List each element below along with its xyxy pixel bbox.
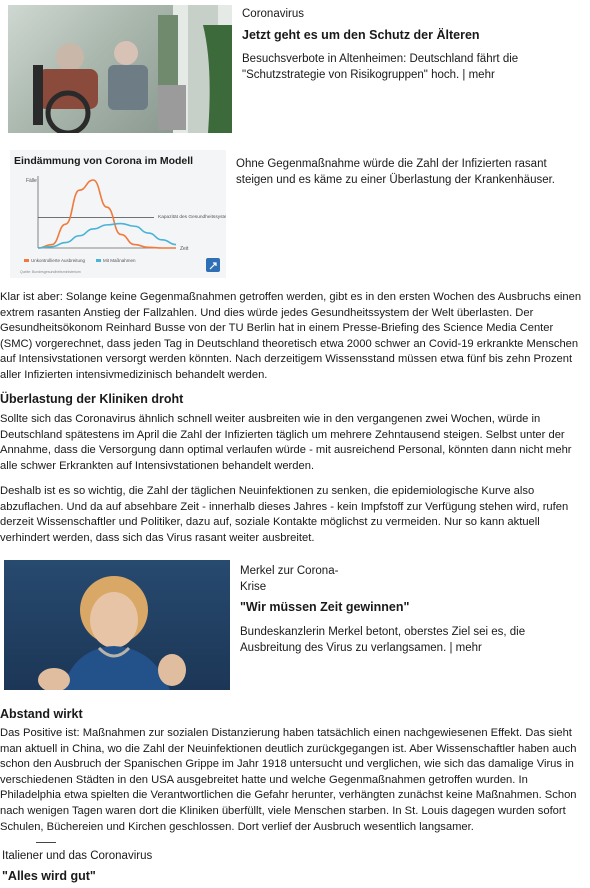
paragraph-4: Das Positive ist: Maßnahmen zur sozialen Distanzierung haben tatsächlich einen nachgewiesenen Effekt. Das sieht man aktuell in China, wo die Zahl der Neuinfektionen deutlich zurückgegangen ist. Aber Wissenschaftler haben auch schon den Ausbruch der Spanischen Grippe im Jahr 1918 untersucht und verglichen, wie sich das damalige Virus in verschiedenen Städten in den USA ausgebreitet hatte und welche Gegenmaßnahmen getroffen wurden. In Philadelphia etwa spielten die Verantwortlichen die Gefahr herunter, verhängten zunächst keine Maßnahmen. Schon nach wenigen Tagen waren dort die Kliniken überfüllt, viele Menschen starben. In St. Louis dagegen wurden sofort Schulen, Büchereien und Kirchen geschlossen. Dort verlief der Ausbruch wesentlich langsamer. [0, 727, 577, 833]
heading-distance: Abstand wirkt [0, 707, 83, 721]
teaser-photo-merkel[interactable] [4, 560, 230, 690]
chart-caption: Ohne Gegenmaßnahme würde die Zahl der Infizierten rasant steigen und es käme zu einer Überlastung der Krankenhäuser. [236, 158, 556, 186]
chart-title: Eindämmung von Corona im Modell [14, 155, 194, 167]
elderly-wheelchair-illustration [8, 5, 232, 133]
teaser2-description: Bundeskanzlerin Merkel betont, oberstes Ziel sei es, die Ausbreitung des Virus zu verlangsamen. [240, 626, 526, 654]
model-chart[interactable] [10, 150, 226, 278]
chart-capacity-label [158, 214, 226, 220]
infection-curve-chart [10, 150, 226, 278]
teaser3-headline[interactable]: "Alles wird gut" [2, 869, 96, 883]
heading-overload: Überlastung der Kliniken droht [0, 392, 184, 406]
chart-expand-icon [206, 258, 220, 272]
paragraph-2: Sollte sich das Coronavirus ähnlich schnell weiter ausbreiten wie in den vergangenen zwei Wochen, würde in Deutschland spätestens im April die Zahl der Infizierten täglich um mehrere Zehntausend steigen. Selbst unter der Annahme, dass die Versorgung dann optimal verlaufen würde - mit ausreichend Personal, könnten dann nicht mehr alle schwer Erkrankten auf Intensivstationen behandelt werden. [0, 413, 572, 472]
paragraph-1: Klar ist aber: Solange keine Gegenmaßnahmen getroffen werden, gibt es in den ersten Wochen des Ausbruchs einen extrem rasanten Anstieg der Fallzahlen. Und dies würde jedes Gesundheitssystem der Welt überlasten. Der Gesundheitsökonom Reinhard Busse von der TU Berlin hat in einem Presse-Briefing des Science Media Center (SMC) vorgerechnet, dass jeden Tag in Deutschland theoretisch etwa 2000 schwer an Covid-19 erkrankte Menschen auf Intensivstationen versorgt werden könnten. Nach derzeitigem Wissensstand müssen etwa fünf bis zehn Prozent aller Infizierten intensivmedizinisch behandelt werden. [0, 291, 582, 381]
teaser-kicker: Coronavirus [242, 8, 304, 20]
teaser2-kicker: Merkel zur Corona-Krise [240, 565, 339, 593]
chart-series-uncontrolled [38, 180, 176, 248]
legend-label-measures: Mit Maßnahmen [103, 258, 136, 263]
teaser-photo-elderly[interactable] [8, 5, 232, 133]
teaser-headline[interactable]: Jetzt geht es um den Schutz der Älteren [242, 28, 480, 42]
legend-label-uncontrolled: Unkontrollierte Ausbreitung [31, 258, 86, 263]
paragraph-3: Deshalb ist es so wichtig, die Zahl der täglichen Neuinfektionen zu senken, die epidemiologische Kurve also abzuflachen. Und da auf absehbare Zeit - innerhalb dieses Jahres - kein Impfstoff zur Verfügung stehen wird, rufen derzeit Wissenschaftler und Politiker, dazu auf, soziale Kontakte möglichst zu vermeiden. Nur so kann aktuell verhindert werden, dass sich das Virus rasant weiter ausbreitet. [0, 485, 569, 544]
teaser3-kicker: Italiener und das Coronavirus [2, 850, 153, 862]
legend-swatch-measures [96, 259, 101, 262]
teaser-text [242, 51, 542, 83]
legend-swatch-uncontrolled [24, 259, 29, 262]
chart-xlabel: Zeit [180, 246, 189, 252]
more-link-2[interactable]: | mehr [449, 642, 482, 654]
teaser3-divider [36, 842, 56, 843]
teaser2-headline[interactable]: "Wir müssen Zeit gewinnen" [240, 600, 410, 614]
teaser-description: Besuchsverbote in Altenheimen: Deutschland fährt die "Schutzstrategie von Risikogruppen" hoch. [242, 53, 519, 81]
chart-source: Quelle: Bundesgesundheitsministerium [20, 270, 81, 274]
chart-capacity-label-text: Kapazität des Gesundheitssystems [158, 215, 226, 220]
more-link[interactable]: | mehr [462, 69, 495, 81]
teaser2-text [240, 624, 580, 656]
chart-ylabel: Fälle [26, 178, 37, 184]
merkel-portrait-illustration [4, 560, 230, 690]
